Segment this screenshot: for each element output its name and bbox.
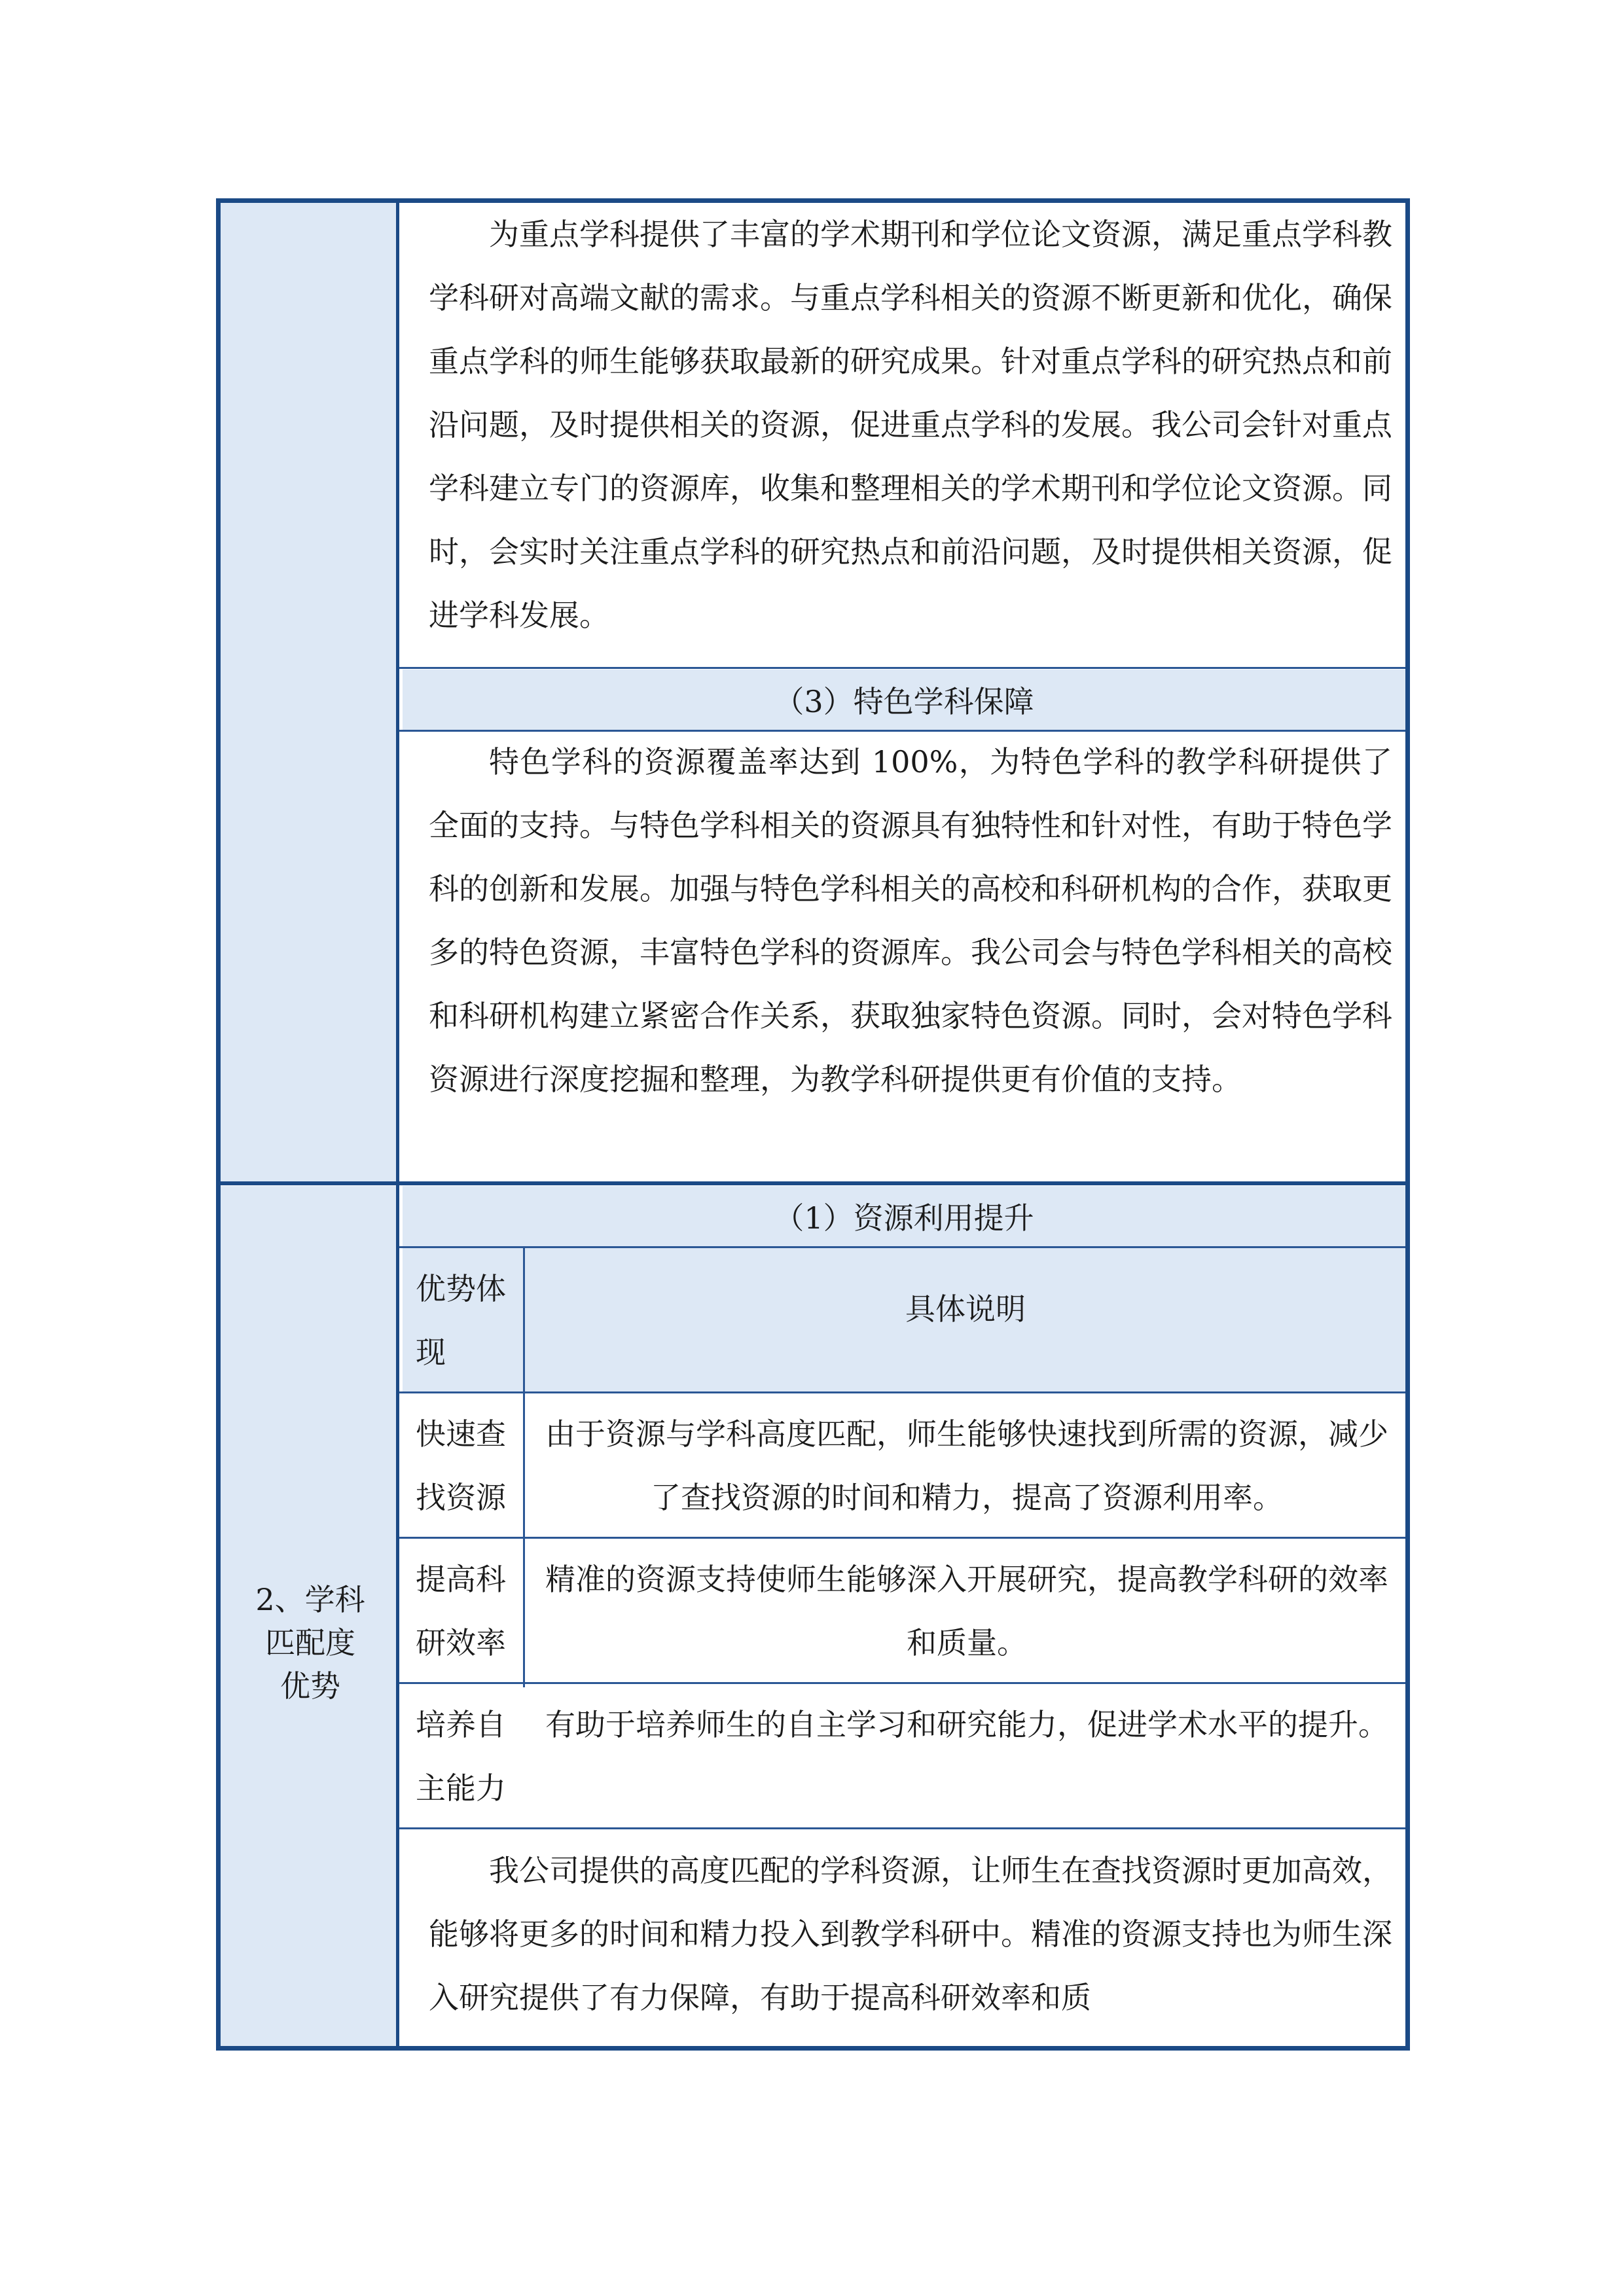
paragraph-resource-utilization: 我公司提供的高度匹配的学科资源，让师生在查找资源时更加高效，能够将更多的时间和精力投入到教学科研中。精准的资源支持也为师生深入研究提供了有力保障，有助于提高科研效率和质 — [429, 1853, 1392, 2015]
line-below-row1 — [399, 1537, 1405, 1539]
table-row-desc: 由于资源与学科高度匹配，师生能够快速找到所需的资源，减少了查找资源的时间和精力，提高了资源利用率。 — [545, 1416, 1388, 1515]
line-below-row3 — [399, 1827, 1405, 1829]
table-row-item: 提高科研效率 — [416, 1562, 506, 1660]
paragraph-key-disciplines: 为重点学科提供了丰富的学术期刊和学位论文资源，满足重点学科教学科研对高端文献的需求。与重点学科相关的资源不断更新和优化，确保重点学科的师生能够获取最新的研究成果。针对重点学科的研究热点和前沿问题，及时提供相关的资源，促进重点学科的发展。我公司会针对重点学科建立专门的资源库，收集和整理相关的学术期刊和学位论文资源。同时，会实时关注重点学科的研究热点和前沿问题，及时提供相关资源，促进学科发展。 — [429, 217, 1392, 633]
left-cell-top — [221, 203, 396, 1181]
line-below-row2 — [399, 1682, 1405, 1684]
paragraph-special-disciplines: 特色学科的资源覆盖率达到 100%，为特色学科的教学科研提供了全面的支持。与特色学科相关的资源具有独特性和针对性，有助于特色学科的创新和发展。加强与特色学科相关的高校和科研机构的合作，获取更多的特色资源，丰富特色学科的资源库。我公司会与特色学科相关的高校和科研机构建立紧密合作关系，获取独家特色资源。同时，会对特色学科资源进行深度挖掘和整理，为教学科研提供更有价值的支持。 — [429, 744, 1392, 1097]
content-table — [216, 198, 1410, 2051]
table-row-item: 快速查找资源 — [416, 1416, 506, 1515]
row-separator — [221, 1181, 1405, 1185]
line-below-table-header — [399, 1391, 1405, 1393]
table-row-desc: 有助于培养师生的自主学习和研究能力，促进学术水平的提升。 — [545, 1707, 1388, 1742]
heading-special-disciplines: （3）特色学科保障 — [774, 683, 1034, 719]
column-divider — [396, 203, 399, 2046]
heading-resource-utilization: （1）资源利用提升 — [774, 1200, 1034, 1236]
inner-column-divider — [523, 1246, 525, 1687]
table-header-description: 具体说明 — [905, 1291, 1026, 1327]
row-label-discipline-match: 2、学科匹配度优势 — [255, 1582, 365, 1704]
table-row-item: 培养自主能力 — [416, 1707, 506, 1806]
table-header-advantage: 优势体现 — [416, 1271, 506, 1370]
table-row-desc: 精准的资源支持使师生能够深入开展研究，提高教学科研的效率和质量。 — [545, 1562, 1388, 1660]
